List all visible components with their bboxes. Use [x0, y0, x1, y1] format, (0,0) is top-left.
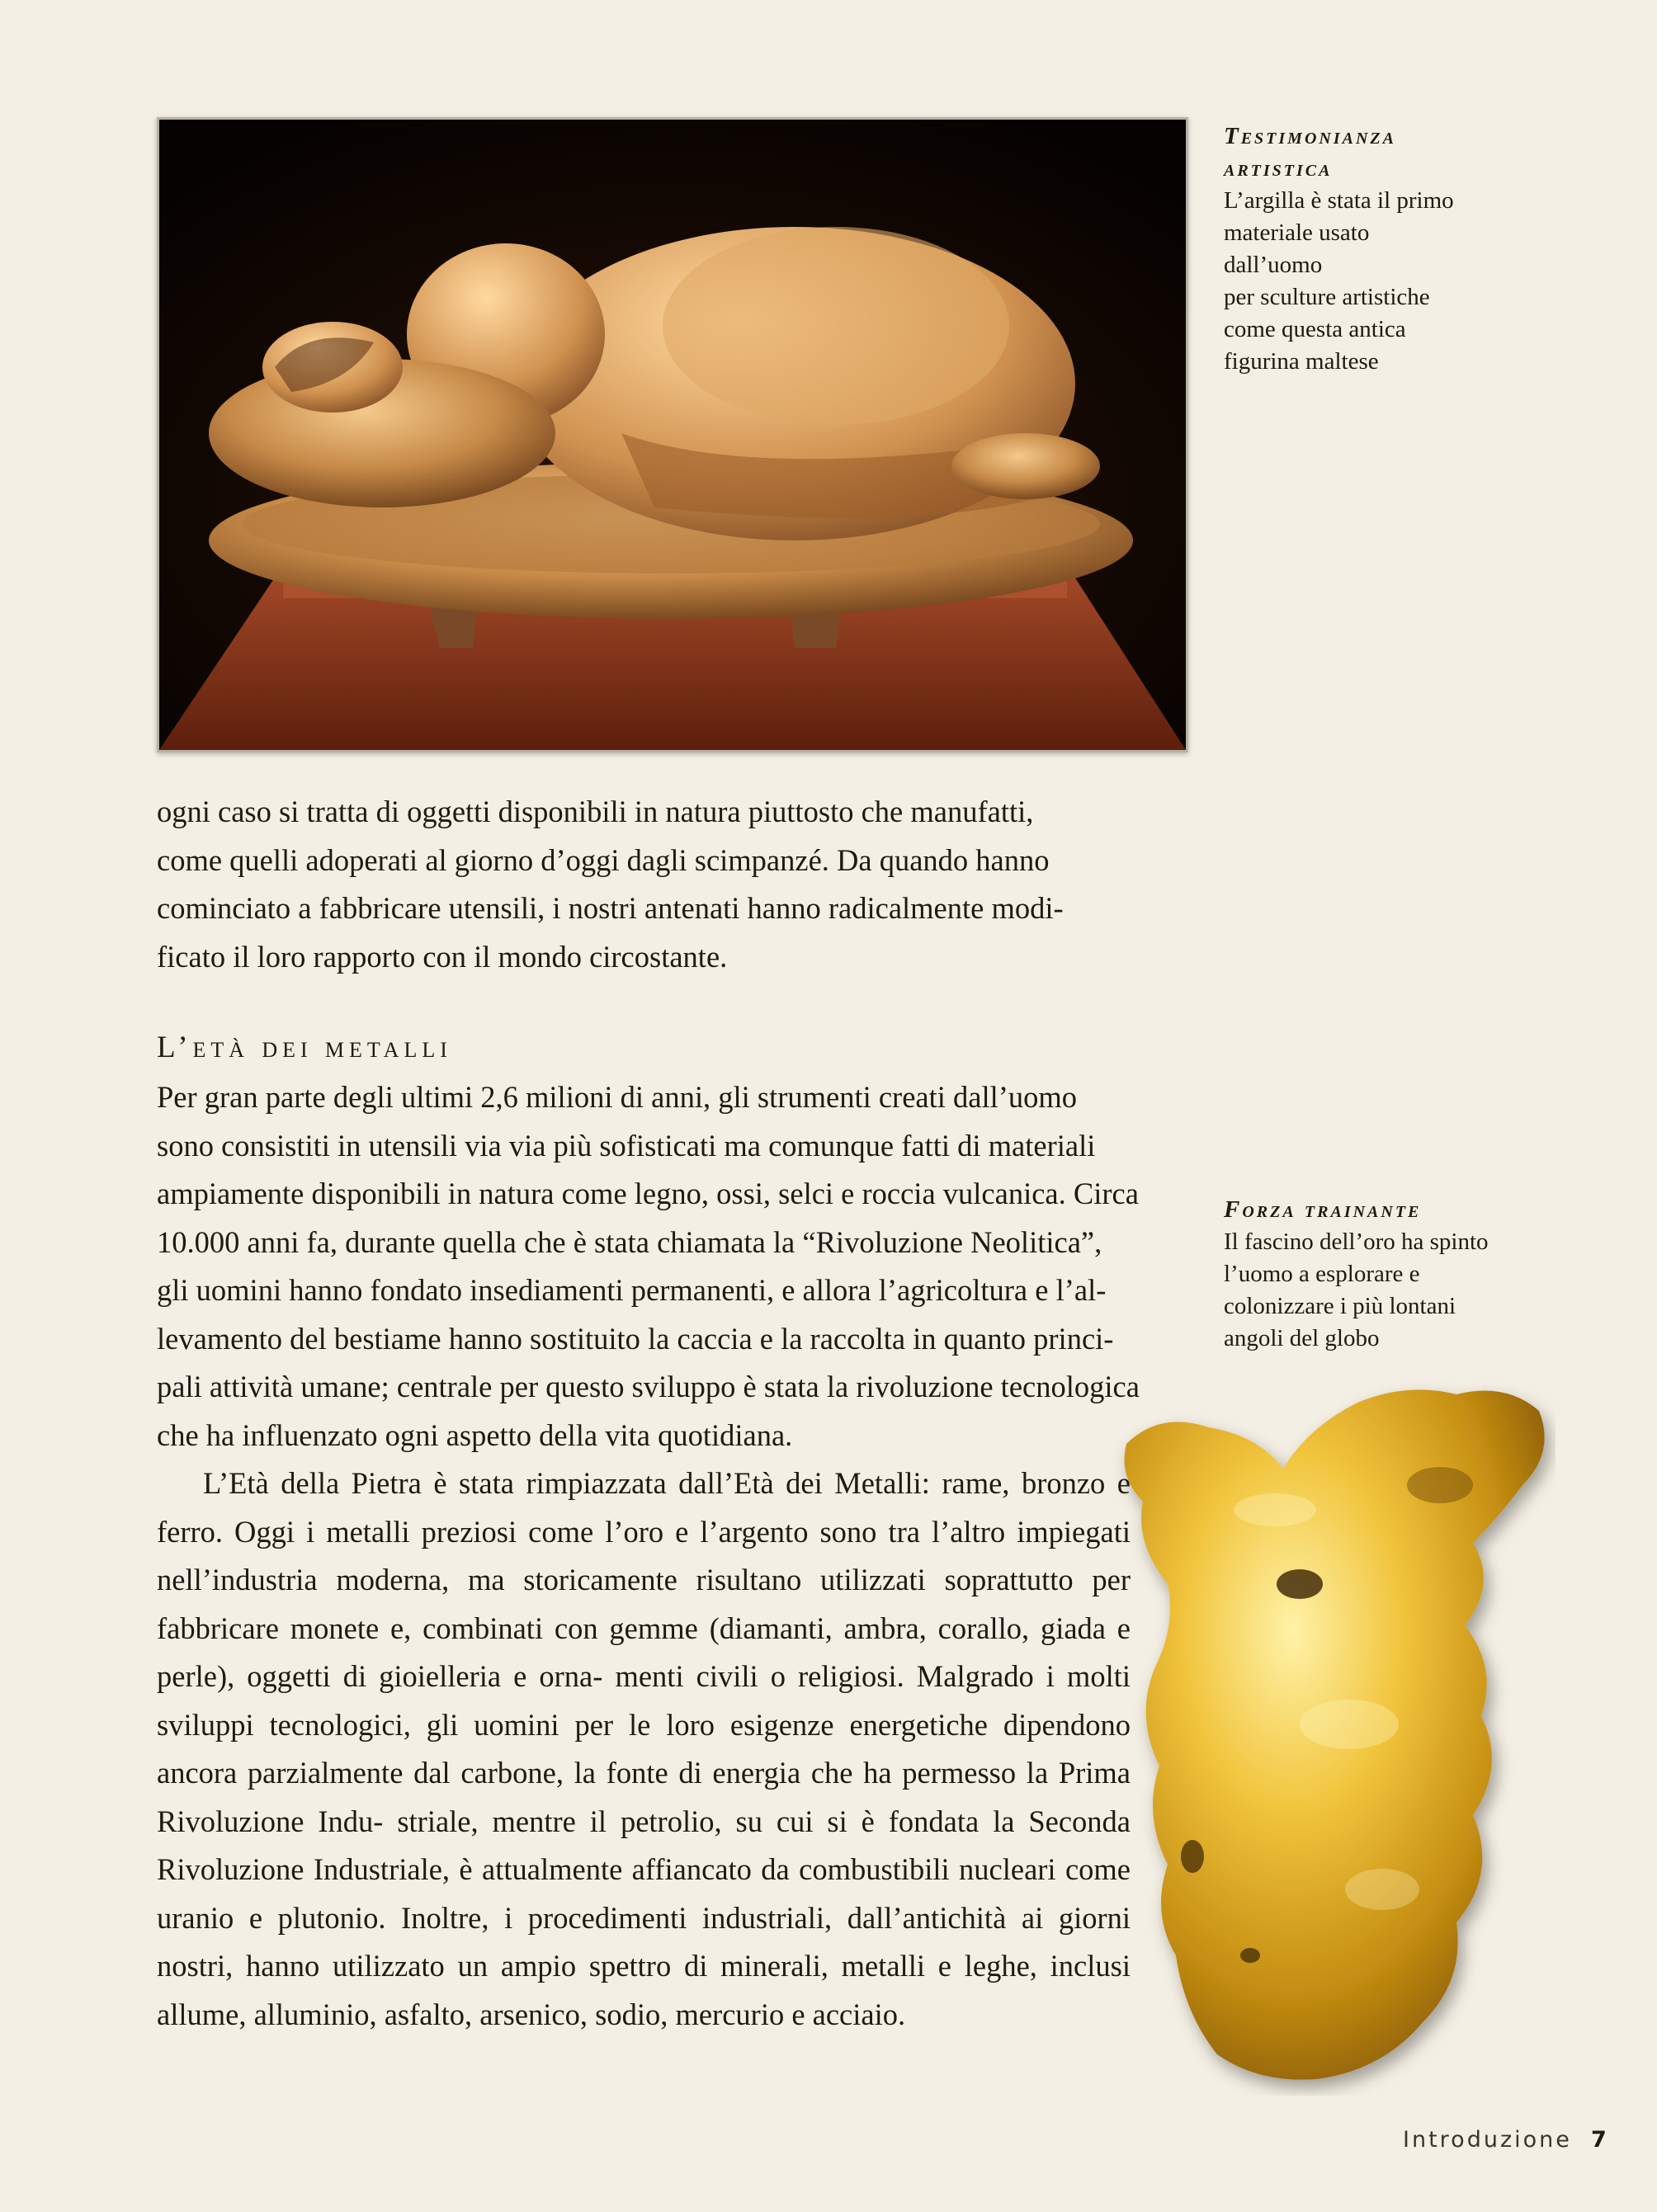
- sleeping-lady-figurine-image: [159, 120, 1186, 750]
- caption-title-line-2: artistica: [1224, 155, 1333, 182]
- caption-title: Forza trainante: [1224, 1196, 1422, 1223]
- text-line: bronzo e ferro. Oggi i metalli preziosi come l’oro e l’argento sono tra: [157, 1466, 1131, 1549]
- text-line: pali attività umane; centrale per questo sviluppo è stata la rivoluzione tecnologica: [157, 1370, 1140, 1403]
- figurine-photo: [157, 117, 1188, 752]
- page-number: 7: [1591, 2127, 1607, 2153]
- text-line: utilizzati soprattutto per fabbricare monete e, combinati con gemme: [157, 1563, 1131, 1645]
- caption-title-line-1: Testimonianza: [1224, 123, 1396, 149]
- caption-line: come questa antica: [1224, 316, 1406, 342]
- text-line: Per gran parte degli ultimi 2,6 milioni di anni, gli strumenti creati dall’uomo: [157, 1080, 1078, 1114]
- footer-section-label: Introduzione: [1403, 2127, 1572, 2153]
- caption-line: figurina maltese: [1224, 348, 1379, 375]
- text-line: (diamanti, ambra, corallo, giada e perle), oggetti di gioielleria e orna-: [157, 1611, 1131, 1693]
- text-line: carbone, la fonte di energia che ha permesso la Prima Rivoluzione Indu-: [157, 1756, 1131, 1838]
- text-line: ficato il loro rapporto con il mondo circostante.: [157, 939, 728, 974]
- caption-line: L’argilla è stata il primo: [1224, 187, 1454, 214]
- text-line: levamento del bestiame hanno sostituito la caccia e la raccolta in quanto princi-: [157, 1321, 1114, 1356]
- text-line: sono consistiti in utensili via via più sofisticati ma comunque fatti di materiali: [157, 1128, 1096, 1163]
- figurine-caption: [1224, 120, 1579, 378]
- text-line: Industriale, è attualmente affiancato da combustibili nucleari come: [313, 1852, 1131, 1886]
- text-line: uranio e plutonio. Inoltre, i procedimenti industriali, dall’antichità ai: [157, 1900, 1044, 1935]
- text-line: 10.000 anni fa, durante quella che è stata chiamata la “Rivoluzione Neolitica”,: [157, 1224, 1102, 1259]
- metals-paragraph-1: [157, 1073, 1183, 1460]
- text-line: come quelli adoperati al giorno d’oggi dagli scimpanzé. Da quando hanno: [157, 842, 1050, 877]
- intro-paragraph: [157, 788, 1183, 981]
- text-line: per le loro esigenze energetiche dipendono ancora parzialmente dal: [157, 1707, 1131, 1790]
- section-heading: L’età dei metalli: [157, 1031, 452, 1064]
- text-line: gli uomini hanno fondato insediamenti permanenti, e allora l’agricoltura e l’al-: [157, 1273, 1107, 1307]
- text-line: l’altro impiegati nell’industria moderna, ma storicamente risultano: [157, 1514, 1131, 1597]
- caption-line: dall’uomo: [1224, 252, 1323, 278]
- caption-line: Il fascino dell’oro ha spinto: [1224, 1229, 1489, 1255]
- caption-line: per sculture artistiche: [1224, 284, 1430, 310]
- text-line: che ha influenzato ogni aspetto della vita quotidiana.: [157, 1417, 793, 1452]
- caption-line: materiale usato: [1224, 219, 1370, 246]
- text-line: giorni nostri, hanno utilizzato un ampio spettro di minerali, metalli e: [157, 1900, 1131, 1983]
- metals-paragraph-2: [157, 1460, 1131, 2039]
- gold-caption: [1224, 1194, 1579, 1355]
- text-line: ampiamente disponibili in natura come legno, ossi, selci e roccia vulcanica. Circa: [157, 1177, 1139, 1210]
- text-line: ogni caso si tratta di oggetti disponibili in natura piuttosto che manufatti,: [157, 795, 1034, 828]
- text-line: menti civili o religiosi. Malgrado i molti sviluppi tecnologici, gli uomini: [157, 1659, 1131, 1742]
- text-line: L’Età della Pietra è stata rimpiazzata dall’Età dei Metalli: rame,: [203, 1466, 1010, 1500]
- caption-line: l’uomo a esplorare e: [1224, 1261, 1420, 1287]
- gold-nugget-image: [1110, 1378, 1556, 2096]
- text-line: striale, mentre il petrolio, su cui si è fondata la Seconda Rivoluzione: [157, 1804, 1131, 1886]
- caption-line: angoli del globo: [1224, 1325, 1380, 1351]
- text-line: cominciato a fabbricare utensili, i nostri antenati hanno radicalmente modi-: [157, 891, 1064, 925]
- text-line: leghe, inclusi allume, alluminio, asfalto, arsenico, sodio, mercurio e acciaio.: [157, 1949, 1131, 2031]
- caption-line: colonizzare i più lontani: [1224, 1293, 1456, 1319]
